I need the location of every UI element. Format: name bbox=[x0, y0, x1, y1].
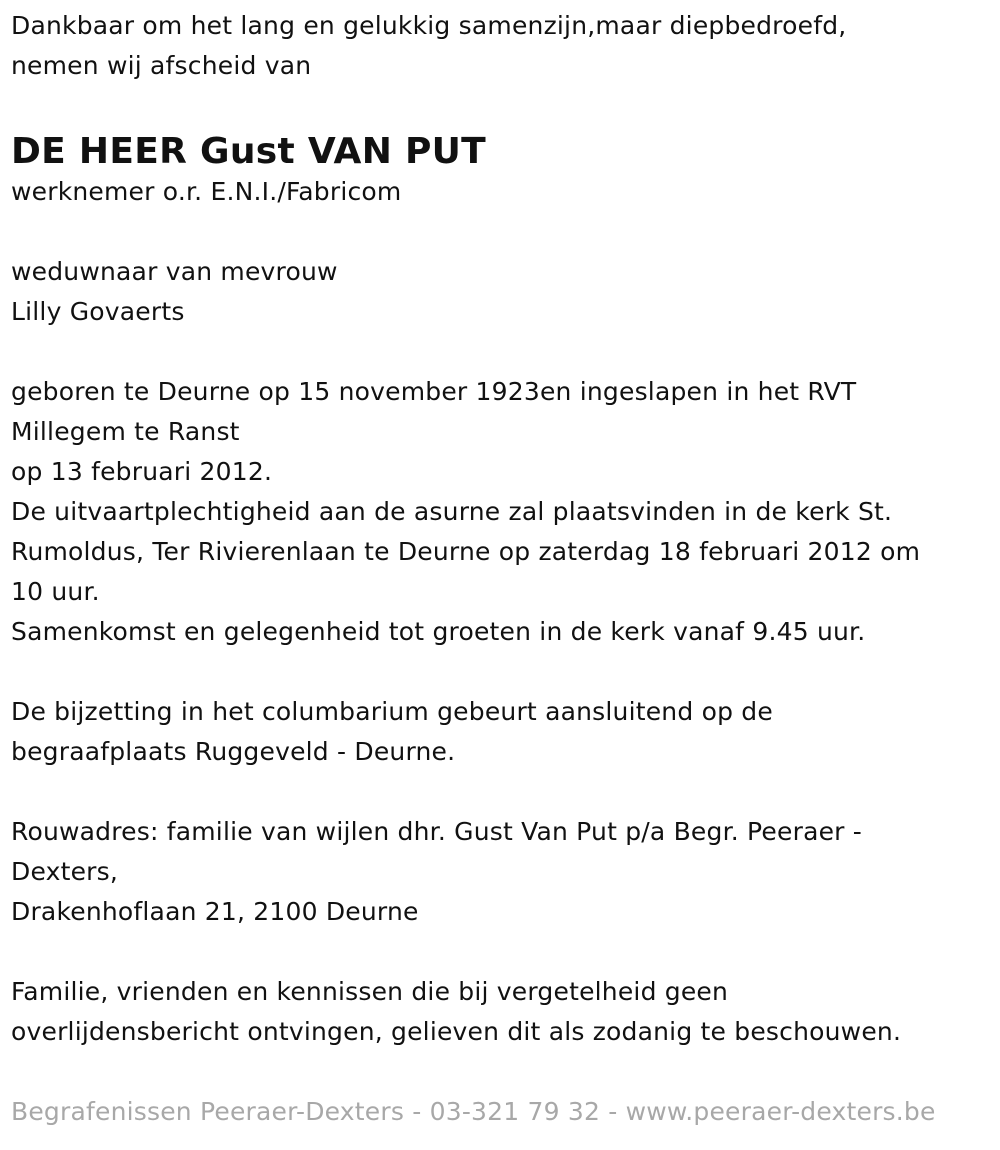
spouse-line-2: Lilly Govaerts bbox=[11, 297, 185, 326]
details-line-4: De uitvaartplechtigheid aan de asurne zal plaatsvinden in de kerk St. bbox=[11, 497, 893, 526]
details-line-5: Rumoldus, Ter Rivierenlaan te Deurne op zaterdag 18 februari 2012 om bbox=[11, 537, 921, 566]
details-line-2: Millegem te Ranst bbox=[11, 417, 240, 446]
spacer bbox=[11, 212, 991, 252]
spacer bbox=[11, 932, 991, 972]
spacer bbox=[11, 652, 991, 692]
deceased-name: DE HEER Gust VAN PUT bbox=[11, 131, 487, 172]
address-line-3: Drakenhoflaan 21, 2100 Deurne bbox=[11, 897, 419, 926]
spacer bbox=[11, 332, 991, 372]
obituary-document bbox=[11, 6, 991, 1052]
spacer bbox=[11, 86, 991, 126]
details-line-6: 10 uur. bbox=[11, 577, 100, 606]
interment-line-1: De bijzetting in het columbarium gebeurt aansluitend op de bbox=[11, 697, 773, 726]
details-line-7: Samenkomst en gelegenheid tot groeten in de kerk vanaf 9.45 uur. bbox=[11, 617, 866, 646]
address-line-1: Rouwadres: familie van wijlen dhr. Gust Van Put p/a Begr. Peeraer - bbox=[11, 817, 863, 846]
intro-line-2: nemen wij afscheid van bbox=[11, 51, 312, 80]
details-line-1: geboren te Deurne op 15 november 1923en ingeslapen in het RVT bbox=[11, 377, 857, 406]
details-line-3: op 13 februari 2012. bbox=[11, 457, 273, 486]
notice-line-2: overlijdensbericht ontvingen, gelieven dit als zodanig te beschouwen. bbox=[11, 1017, 902, 1046]
notice-line-1: Familie, vrienden en kennissen die bij vergetelheid geen bbox=[11, 977, 729, 1006]
intro-line-1: Dankbaar om het lang en gelukkig samenzijn,maar diepbedroefd, bbox=[11, 11, 847, 40]
address-line-2: Dexters, bbox=[11, 857, 119, 886]
spouse-line-1: weduwnaar van mevrouw bbox=[11, 257, 338, 286]
interment-line-2: begraafplaats Ruggeveld - Deurne. bbox=[11, 737, 456, 766]
deceased-occupation: werknemer o.r. E.N.I./Fabricom bbox=[11, 177, 402, 206]
funeral-home-footer: Begrafenissen Peeraer-Dexters - 03-321 79 32 - www.peeraer-dexters.be bbox=[11, 1097, 936, 1126]
spacer bbox=[11, 772, 991, 812]
